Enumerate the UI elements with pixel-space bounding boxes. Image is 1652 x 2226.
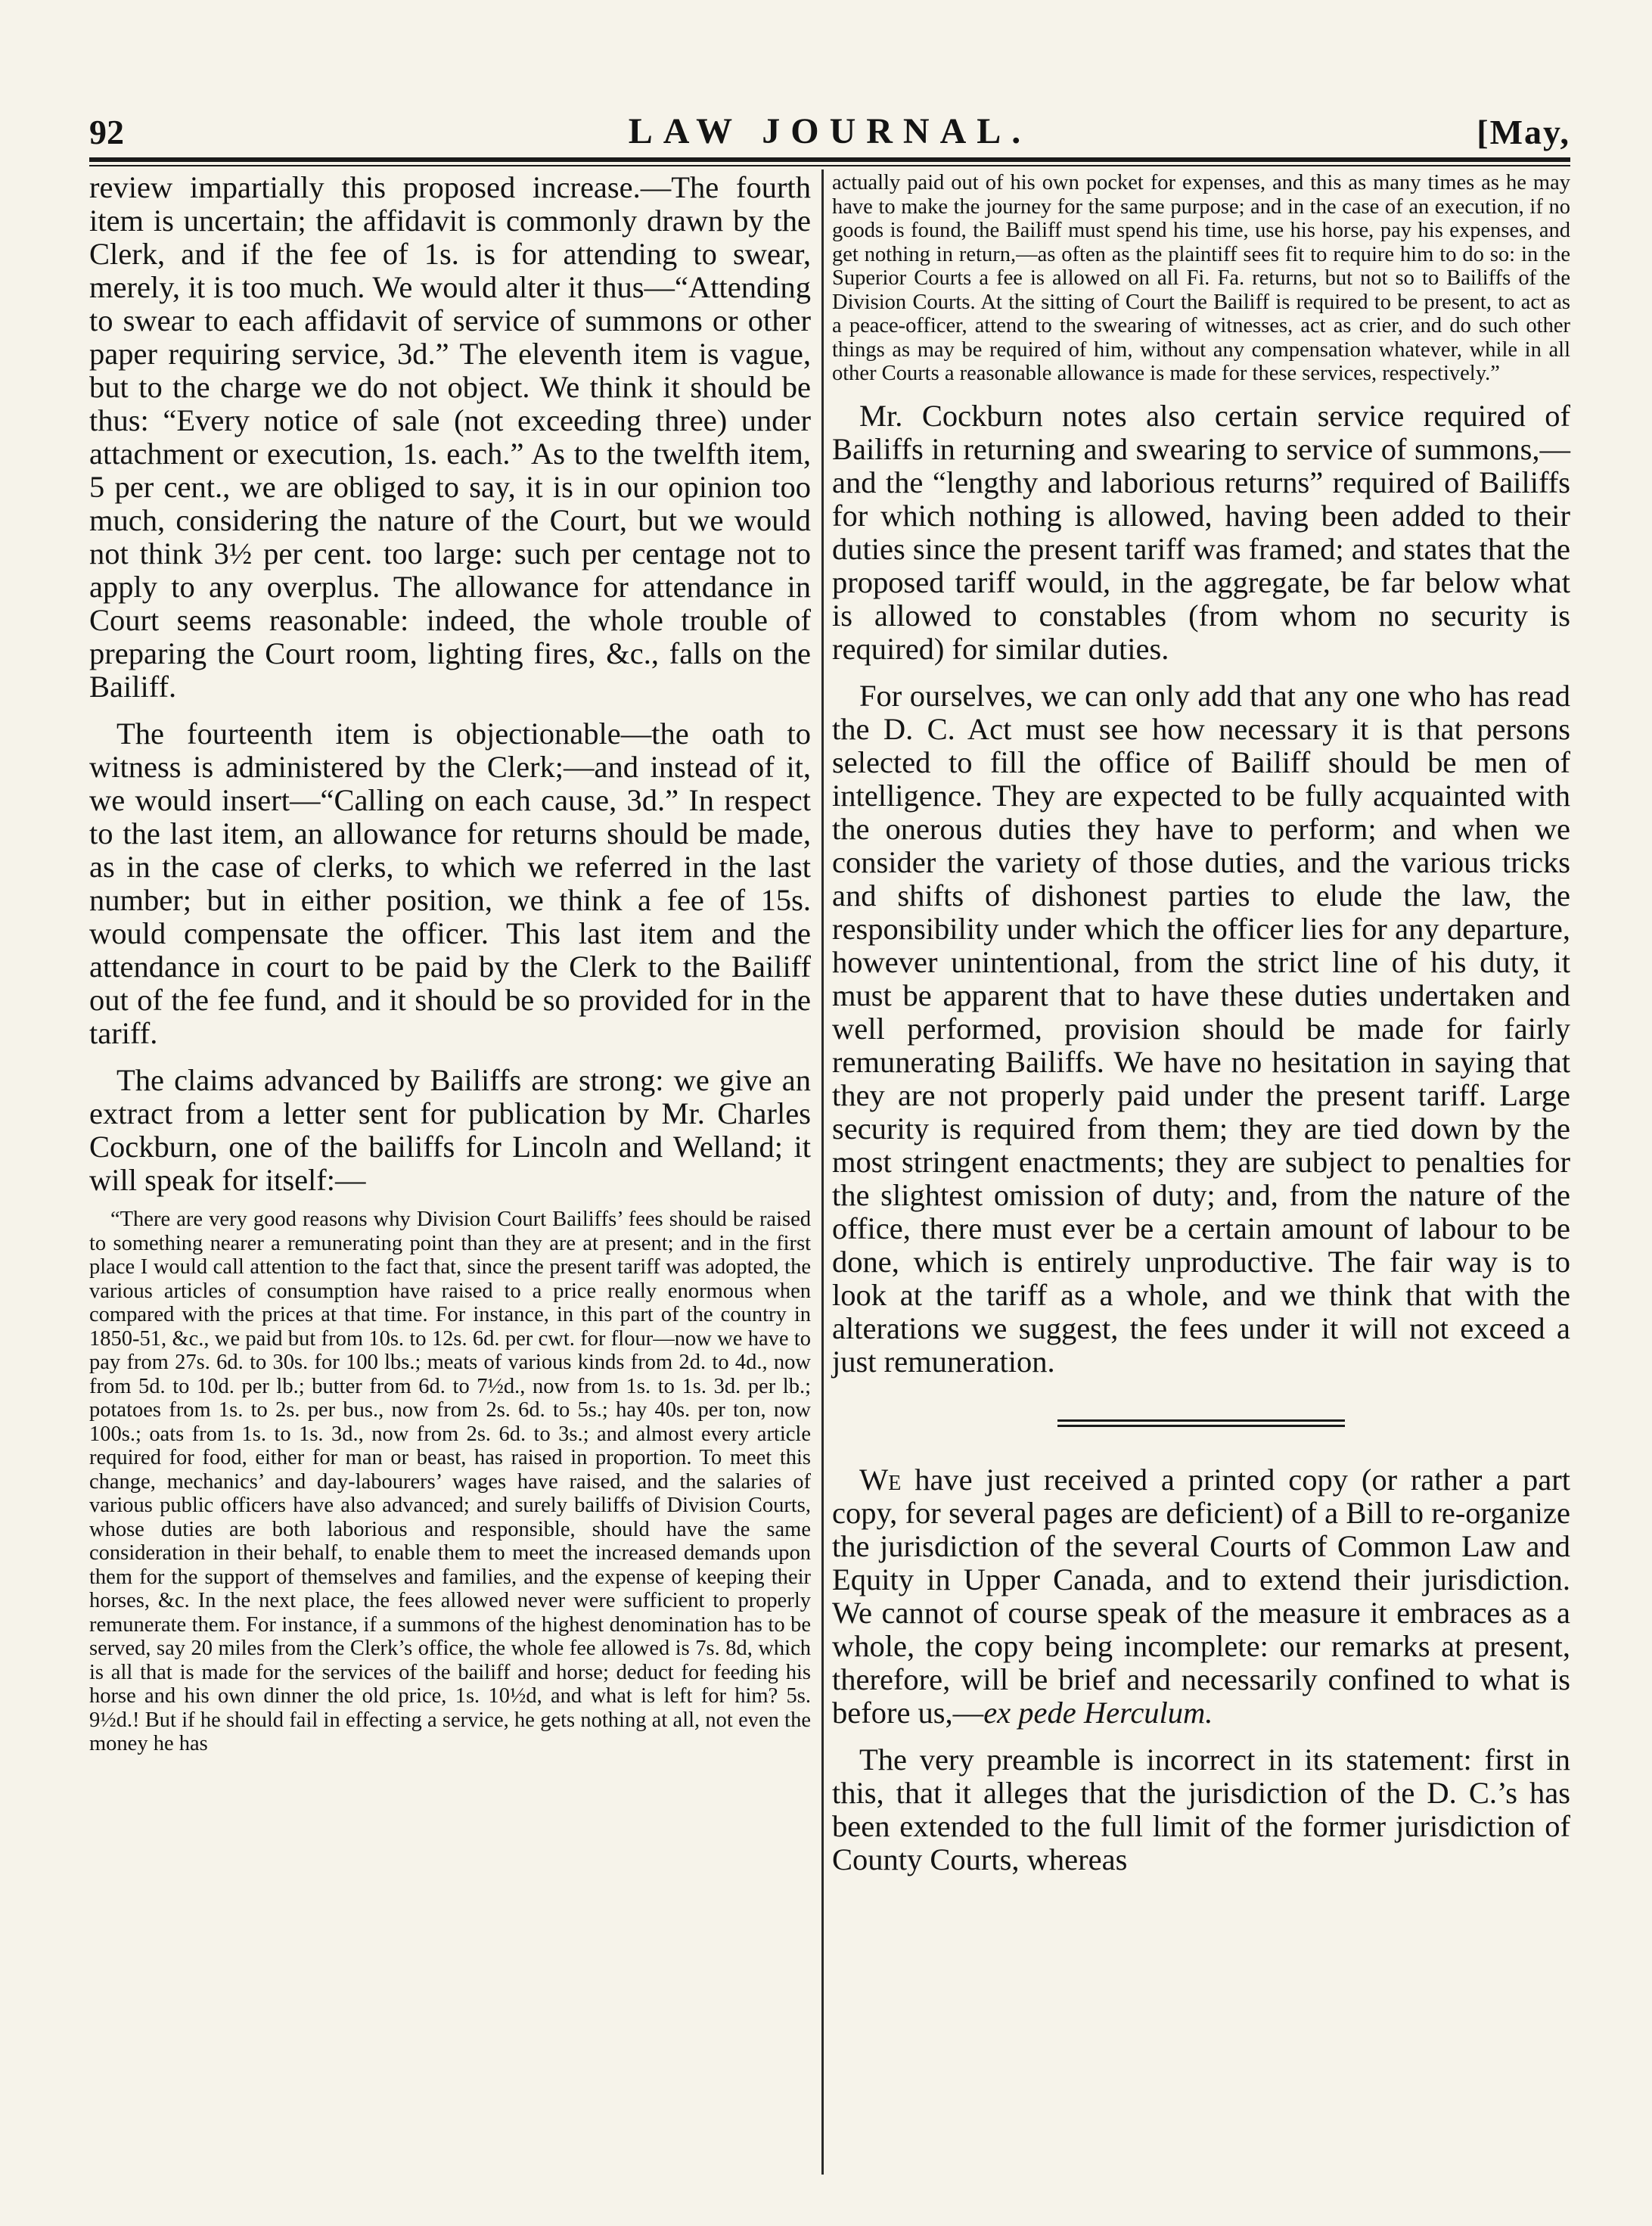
running-title: LAW JOURNAL. bbox=[628, 111, 1032, 151]
right-paragraph-2: For ourselves, we can only add that any one who has read the D. C. Act must see how necessary it is that persons selected to fill the office of Bailiff should be men of intelligence. They are expected to be fully acquainted with the onerous duties they have to perform; and when we consider the variety of those duties, and the various tricks and shifts of dishonest parties to elude the law, the responsibility under which the officer lies for any departure, however unintentional, from the strict line of his duty, it must be apparent that to have these duties undertaken and well performed, provision should be made for fairly remunerating Bailiffs. We have no hesitation in saying that they are not properly paid under the present tariff. Large security is required from them; they are tied down by the most stringent enactments; they are subject to penalties for the slightest omission of duty; and, from the nature of the office, there must ever be a certain amount of labour to be done, which is entirely unproductive. The fair way is to look at the tariff as a whole, and we think that with the alterations we suggest, the fees under it will not exceed a just remuneration. bbox=[832, 678, 1570, 1379]
section-divider bbox=[1057, 1419, 1345, 1427]
right-column bbox=[832, 171, 1570, 1876]
page-number: 92 bbox=[89, 113, 124, 151]
letter-extract: “There are very good reasons why Division Court Bailiffs’ fees should be raised to something nearer a remunerating point than they are at present; and in the first place I would call attention to the fact that, since the present tariff was adopted, the various articles of consumption have raised to a price really enormous when compared with the prices at that time. For instance, in this part of the country in 1850-51, &c., we paid but from 10s. to 12s. 6d. per cwt. for flour—now we have to pay from 27s. 6d. to 30s. for 100 lbs.; meats of various kinds from 2d. to 4d., now from 5d. to 10d. per lb.; butter from 6d. to 7½d., now from 1s. to 1s. 3d. per lb.; potatoes from 1s. to 2s. per bus., now from 2s. 6d. to 5s.; hay 40s. per ton, now 100s.; oats from 1s. to 1s. 3d., now from 2s. 6d. to 3s.; and almost every article required for food, either for man or beast, has raised in proportion. To meet this change, mechanics’ and day-labourers’ wages have raised, and the salaries of various public officers have also advanced; and surely bailiffs of Division Courts, whose duties are both laborious and responsible, should have the same consideration in their behalf, to enable them to meet the increased demands upon them for the support of themselves and families, and the expense of keeping their horses, &c. In the next place, the fees allowed never were sufficient to properly remunerate them. For instance, if a summons of the highest denomination has to be served, say 20 miles from the Clerk’s office, the whole fee allowed is 7s. 8d, which is all that is made for the services of the bailiff and horse; deduct for feeding his horse and his own dinner the old price, 1s. 10½d, and what is left for him? 5s. 9½d.! But if he should fail in effecting a service, he gets nothing at all, not even the money he has bbox=[89, 1208, 811, 1755]
left-paragraph-2: The fourteenth item is objectionable—the oath to witness is administered by the Clerk;—and instead of it, we would insert—“Calling on each cause, 3d.” In respect to the last item, an allowance for returns should be made, as in the case of clerks, to which we referred in the last number; but in either position, we think a fee of 15s. would compensate the officer. This last item and the attendance in court to be paid by the Clerk to the Bailiff out of the fee fund, and it should be so provided for in the tariff. bbox=[89, 717, 811, 1050]
letter-extract-continued: actually paid out of his own pocket for expenses, and this as many times as he may have to make the journey for the same purpose; and in the case of an execution, if no goods is found, the Bailiff must spend his time, use his horse, pay his expenses, and get nothing in return,—as often as the plaintiff sees fit to require him to do so: in the Superior Courts a fee is allowed on all Fi. Fa. returns, but not so to Bailiffs of the Division Courts. At the sitting of Court the Bailiff is required to be present, to act as a peace-officer, attend to the swearing of witnesses, act as crier, and do such other things as may be required of him, without any compensation whatever, while in all other Courts a reasonable allowance is made for these services, respectively.” bbox=[832, 171, 1570, 385]
right-paragraph-1: Mr. Cockburn notes also certain service required of Bailiffs in returning and swearing to service of summons,—and the “lengthy and laborious returns” required of Bailiffs for which nothing is allowed, having been added to their duties since the present tariff was framed; and states that the proposed tariff would, in the aggregate, be far below what is allowed to constables (from whom no security is required) for similar duties. bbox=[832, 398, 1570, 666]
left-paragraph-3: The claims advanced by Bailiffs are strong: we give an extract from a letter sent for publication by Mr. Charles Cockburn, one of the bailiffs for Lincoln and Welland; it will speak for itself:— bbox=[89, 1063, 811, 1197]
running-month: [May, bbox=[1477, 113, 1570, 151]
column-divider bbox=[821, 169, 824, 2175]
running-header bbox=[89, 106, 1570, 159]
header-rule-thick bbox=[89, 157, 1570, 162]
left-column bbox=[89, 171, 811, 1756]
latin-phrase: ex pede Herculum. bbox=[983, 1695, 1213, 1730]
left-paragraph-1: review impartially this proposed increase.—The fourth item is uncertain; the affidavit is commonly drawn by the Clerk, and if the fee of 1s. is for attending to swear, merely, it is too much. We would alter it thus—“Attending to swear to each affidavit of service of summons or other paper requiring service, 3d.” The eleventh item is vague, but to the charge we do not object. We think it should be thus: “Every notice of sale (not exceeding three) under attachment or execution, 1s. each.” As to the twelfth item, 5 per cent., we are obliged to say, it is in our opinion too much, considering the nature of the Court, but we would not think 3½ per cent. too large: such per centage not to apply to any overplus. The allowance for attendance in Court seems reasonable: indeed, the whole trouble of preparing the Court room, lighting fires, &c., falls on the Bailiff. bbox=[89, 170, 811, 704]
header-rule-thin bbox=[89, 165, 1570, 166]
dropword: We bbox=[859, 1462, 902, 1497]
right-paragraph-3 bbox=[832, 1463, 1570, 1730]
right-paragraph-4: The very preamble is incorrect in its statement: first in this, that it alleges that the jurisdiction of the D. C.’s has been extended to the full limit of the former jurisdiction of County Courts, whereas bbox=[832, 1742, 1570, 1876]
right-paragraph-3-text: have just received a printed copy (or rather a part copy, for several pages are deficient) of a Bill to re-organize the jurisdiction of the several Courts of Common Law and Equity in Upper Canada, and to extend their jurisdiction. We cannot of course speak of the measure it embraces as a whole, the copy being incomplete: our remarks at present, therefore, will be brief and necessarily confined to what is before us,— bbox=[832, 1462, 1570, 1730]
